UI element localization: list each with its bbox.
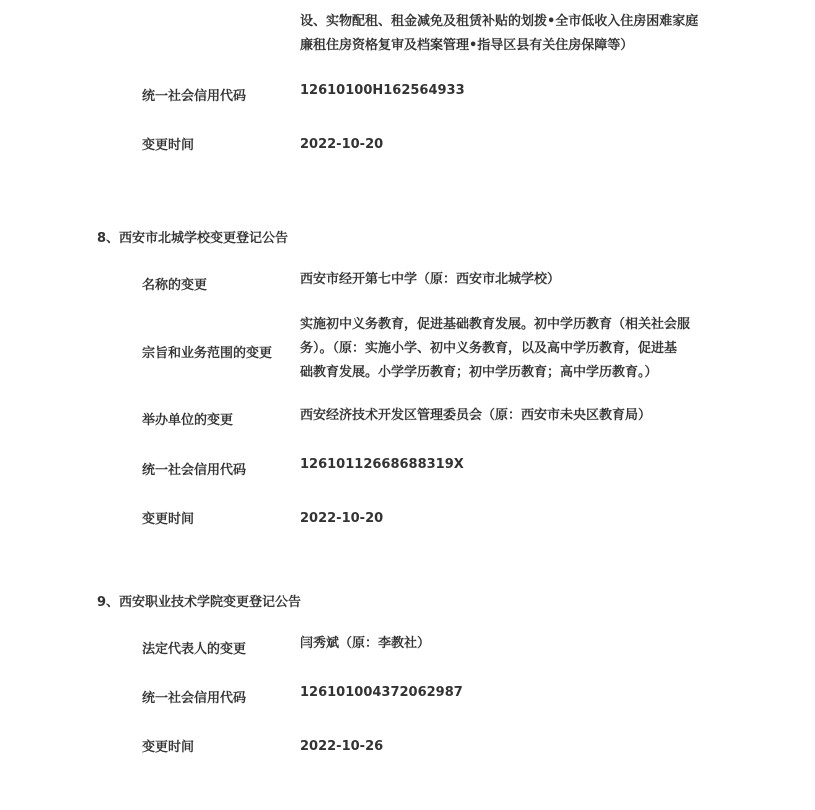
change-time-label: 变更时间: [142, 138, 195, 153]
change-time-value: 2022-10-26: [300, 739, 384, 754]
credit-code-label: 统一社会信用代码: [142, 89, 247, 104]
change-time-label: 变更时间: [142, 512, 195, 527]
section-8-heading: 8、西安市北城学校变更登记公告: [97, 231, 289, 246]
sponsor-change-label: 举办单位的变更: [142, 413, 234, 428]
purpose-change-value: [300, 313, 720, 385]
purpose-line: 务）。（原：实施小学、初中义务教育，以及高中学历教育，促进基: [300, 341, 678, 356]
credit-code-value: 126101004372062987: [300, 685, 463, 700]
change-time-label: 变更时间: [142, 740, 195, 755]
credit-code-value: 12610100H162564933: [300, 83, 465, 98]
description-line: 廉租住房资格复审及档案管理•指导区县有关住房保障等）: [300, 38, 634, 53]
credit-code-value: 12610112668688319X: [300, 457, 464, 472]
credit-code-label: 统一社会信用代码: [142, 463, 247, 478]
purpose-change-label: 宗旨和业务范围的变更: [142, 346, 273, 361]
credit-code-label: 统一社会信用代码: [142, 691, 247, 706]
legal-rep-change-value: 闫秀斌（原：李教社）: [300, 636, 431, 651]
description-line: 设、实物配租、租金减免及租赁补贴的划拨•全市低收入住房困难家庭: [300, 14, 699, 29]
change-time-value: 2022-10-20: [300, 511, 384, 526]
legal-rep-change-label: 法定代表人的变更: [142, 642, 247, 657]
name-change-value: 西安市经开第七中学（原：西安市北城学校）: [300, 272, 561, 287]
sponsor-change-value: 西安经济技术开发区管理委员会（原：西安市未央区教育局）: [300, 408, 652, 423]
name-change-label: 名称的变更: [142, 278, 208, 293]
purpose-line: 实施初中义务教育，促进基础教育发展。初中学历教育（相关社会服: [300, 317, 691, 332]
section-9-heading: 9、西安职业技术学院变更登记公告: [97, 595, 302, 610]
section-7-description: [300, 10, 720, 58]
change-time-value: 2022-10-20: [300, 137, 384, 152]
purpose-line: 础教育发展。小学学历教育；初中学历教育；高中学历教育。）: [300, 365, 658, 380]
